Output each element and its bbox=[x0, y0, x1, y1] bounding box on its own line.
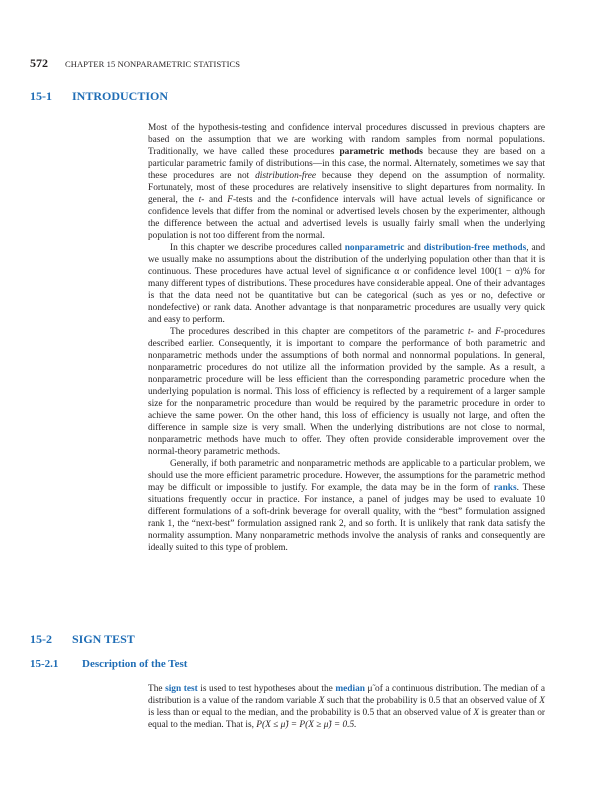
section-number: 15-1 bbox=[30, 89, 52, 103]
term-sign-test: sign test bbox=[165, 684, 198, 694]
term-ranks: ranks bbox=[493, 483, 517, 493]
section-heading-introduction bbox=[30, 89, 168, 104]
page-number: 572 bbox=[30, 56, 48, 70]
paragraph: Most of the hypothesis-testing and confidence interval procedures discussed in previous chapters are based on the assumption that we are working with random samples from normal populations. Traditionally, we have called these procedures parametric methods because they are based on a particular parametric family of distributions—in this case, the normal. Alternately, sometimes we say that these procedures are not distribution-free because they depend on the assumption of normality. Fortunately, most of these procedures are relatively insensitive to slight departures from normality. In general, the t- and F-tests and the t-confidence intervals will have actual levels of significance or confidence levels that differ from the nominal or advertised levels chosen by the experimenter, although the difference between the actual and advertised levels is usually fairly small when the underlying population is not too different from the normal. bbox=[148, 123, 546, 241]
term-nonparametric: nonparametric bbox=[344, 243, 405, 253]
paragraph: The procedures described in this chapter are competitors of the parametric t- and F-procedures described earlier. Consequently, it is important to compare the performance of both parametric and nonparametric methods under the assumptions of both normal and nonnormal populations. In general, nonparametric procedures do not utilize all the information provided by the sample. As a result, a nonparametric procedure will be less efficient than the corresponding parametric procedure when the underlying population is normal. This loss of efficiency is reflected by a requirement of a larger sample size for the nonparametric procedure than would be required by the parametric procedure in order to achieve the same power. On the other hand, this loss of efficiency is usually not large, and often the difference in sample size is very small. When the underlying distributions are not close to normal, nonparametric methods have much to offer. They often provide considerable improvement over the normal-theory parametric methods. bbox=[148, 327, 545, 457]
section-title: INTRODUCTION bbox=[72, 89, 169, 103]
introduction-body bbox=[148, 122, 545, 554]
running-head bbox=[30, 56, 240, 71]
section-number: 15-2 bbox=[30, 632, 52, 646]
chapter-title: CHAPTER 15 NONPARAMETRIC STATISTICS bbox=[65, 59, 241, 69]
paragraph: Generally, if both parametric and nonparametric methods are applicable to a particular problem, we should use the more efficient parametric procedure. However, the assumptions for the parametric method may be difficult or impossible to justify. For example, the data may be in the form of ranks. These situations frequently occur in practice. For instance, a panel of judges may be used to evaluate 10 different formulations of a soft-drink beverage for overall quality, with the “best” formulation assigned rank 1, the “next-best” formulation assigned rank 2, and so forth. It is unlikely that rank data satisfy the normality assumption. Many nonparametric methods involve the analysis of ranks and consequently are ideally suited to this type of problem. bbox=[148, 459, 545, 553]
paragraph: The sign test is used to test hypotheses about the median μ̃ of a continuous distribution. The median of a distribution is a value of the random variable X such that the probability is 0.5 that an observed value of X is less than or equal to the median, and the probability is 0.5 that an observed value of X is greater than or equal to the median. That is, P(X ≤ μ̃) = P(X ≥ μ̃) = 0.5. bbox=[148, 684, 546, 730]
subsection-number: 15-2.1 bbox=[30, 658, 59, 670]
paragraph: In this chapter we describe procedures called nonparametric and distribution-free methods, and we usually make no assumptions about the distribution of the underlying population other than that it is continuous. These procedures have actual level of significance α or confidence level 100(1 − α)% for many different types of distributions. These procedures have considerable appeal. One of their advantages is that the data need not be quantitative but can be categorical (such as yes or no, defective or nondefective) or rank data. Another advantage is that nonparametric procedures are usually very quick and easy to perform. bbox=[148, 243, 545, 325]
section-title: SIGN TEST bbox=[72, 632, 135, 646]
subsection-title: Description of the Test bbox=[82, 658, 188, 670]
subsection-heading-description bbox=[30, 658, 187, 670]
term-median: median bbox=[335, 684, 365, 694]
term-distribution-free-methods: distribution-free methods bbox=[423, 243, 527, 253]
term-parametric-methods: parametric methods bbox=[339, 147, 423, 157]
median-equation: P(X ≤ μ̃) = P(X ≥ μ̃) = 0.5. bbox=[256, 720, 357, 730]
section-heading-sign-test bbox=[30, 632, 135, 647]
sign-test-body bbox=[148, 683, 545, 731]
